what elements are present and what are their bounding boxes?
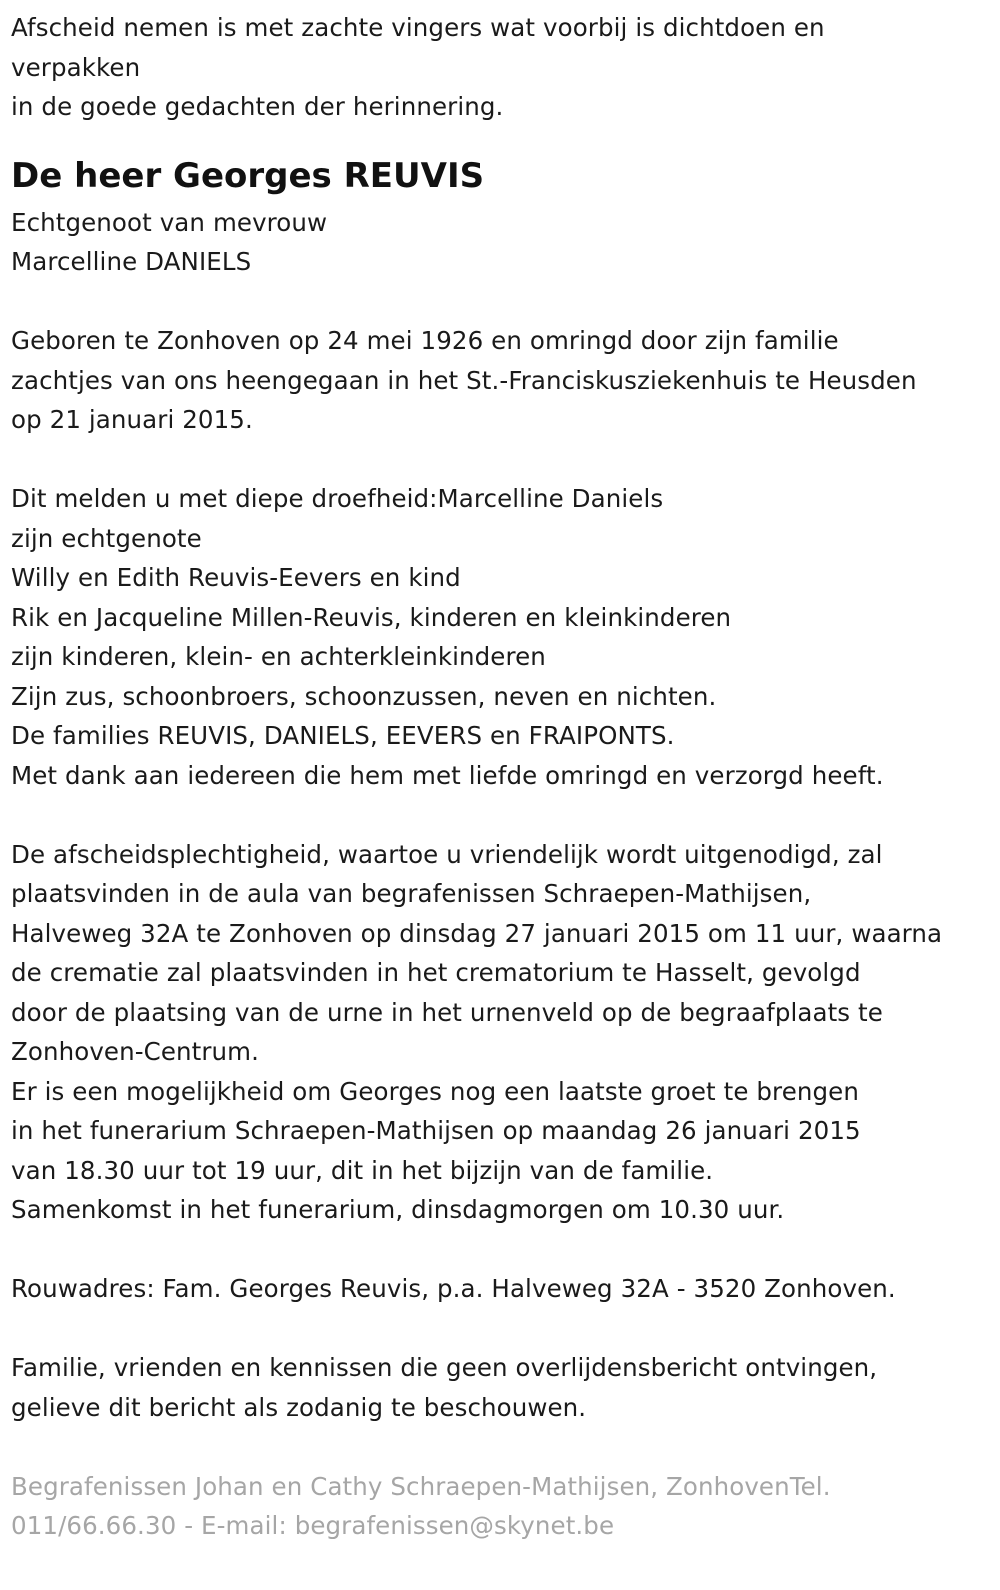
family-line: Willy en Edith Reuvis-Eevers en kind — [11, 563, 461, 592]
relation-block — [11, 203, 986, 282]
spacer — [11, 1309, 986, 1349]
ceremony-line: door de plaatsing van de urne in het urnenveld op de begraafplaats te — [11, 997, 883, 1027]
intro-line: in de goede gedachten der herinnering. — [11, 92, 504, 121]
ceremony-line: de crematie zal plaatsvinden in het crematorium te Hasselt, gevolgd — [11, 958, 861, 987]
family-line: De families REUVIS, DANIELS, EEVERS en FRAIPONTS. — [11, 721, 675, 750]
mourning-address: Rouwadres: Fam. Georges Reuvis, p.a. Halveweg 32A - 3520 Zonhoven. — [11, 1274, 896, 1303]
ceremony-line: Zonhoven-Centrum. — [11, 1037, 260, 1066]
birth-death-line: Geboren te Zonhoven op 24 mei 1926 en omringd door zijn familie — [11, 326, 839, 355]
footer-line: Begrafenissen Johan en Cathy Schraepen-Mathijsen, ZonhovenTel. — [11, 1471, 831, 1501]
family-line: zijn echtgenote — [11, 523, 202, 553]
deceased-name: De heer Georges REUVIS — [11, 155, 485, 196]
ceremony-line: plaatsvinden in de aula van begrafenissen Schraepen-Mathijsen, — [11, 879, 812, 908]
birth-death-line: op 21 januari 2015. — [11, 405, 253, 434]
ceremony-line: van 18.30 uur tot 19 uur, dit in het bijzijn van de familie. — [11, 1155, 714, 1185]
notice-line: Familie, vrienden en kennissen die geen overlijdensbericht ontvingen, — [11, 1353, 878, 1382]
family-block — [11, 479, 986, 795]
funeral-home-footer — [11, 1467, 986, 1546]
notice-line: gelieve dit bericht als zodanig te beschouwen. — [11, 1392, 587, 1422]
intro-quote — [11, 8, 986, 127]
address-block — [11, 1269, 986, 1309]
birth-death-block — [11, 321, 986, 440]
spacer — [11, 795, 986, 835]
family-line: Met dank aan iedereen die hem met liefde omringd en verzorgd heeft. — [11, 760, 884, 790]
relation-line: Echtgenoot van mevrouw — [11, 207, 328, 237]
footer-line: 011/66.66.30 - E-mail: begrafenissen@skynet.be — [11, 1511, 615, 1540]
spacer — [11, 440, 986, 480]
notice-block — [11, 1348, 986, 1427]
spacer — [11, 282, 986, 322]
spacer — [11, 1427, 986, 1467]
ceremony-line: Samenkomst in het funerarium, dinsdagmorgen om 10.30 uur. — [11, 1195, 785, 1224]
family-line: Rik en Jacqueline Millen-Reuvis, kinderen en kleinkinderen — [11, 602, 732, 632]
spacer — [11, 1230, 986, 1270]
ceremony-line: Halveweg 32A te Zonhoven op dinsdag 27 januari 2015 om 11 uur, waarna — [11, 918, 943, 948]
family-line: zijn kinderen, klein- en achterkleinkinderen — [11, 642, 546, 671]
ceremony-line: Er is een mogelijkheid om Georges nog een laatste groet te brengen — [11, 1076, 859, 1106]
ceremony-line: in het funerarium Schraepen-Mathijsen op maandag 26 januari 2015 — [11, 1116, 861, 1145]
birth-death-line: zachtjes van ons heengegaan in het St.-Franciskusziekenhuis te Heusden — [11, 365, 917, 395]
family-line: Dit melden u met diepe droefheid:Marcelline Daniels — [11, 484, 664, 513]
ceremony-line: De afscheidsplechtigheid, waartoe u vriendelijk wordt uitgenodigd, zal — [11, 839, 883, 869]
intro-line: verpakken — [11, 52, 141, 82]
relation-line: Marcelline DANIELS — [11, 247, 252, 276]
intro-line: Afscheid nemen is met zachte vingers wat voorbij is dichtdoen en — [11, 13, 825, 42]
family-line: Zijn zus, schoonbroers, schoonzussen, neven en nichten. — [11, 681, 717, 711]
ceremony-block — [11, 835, 986, 1230]
